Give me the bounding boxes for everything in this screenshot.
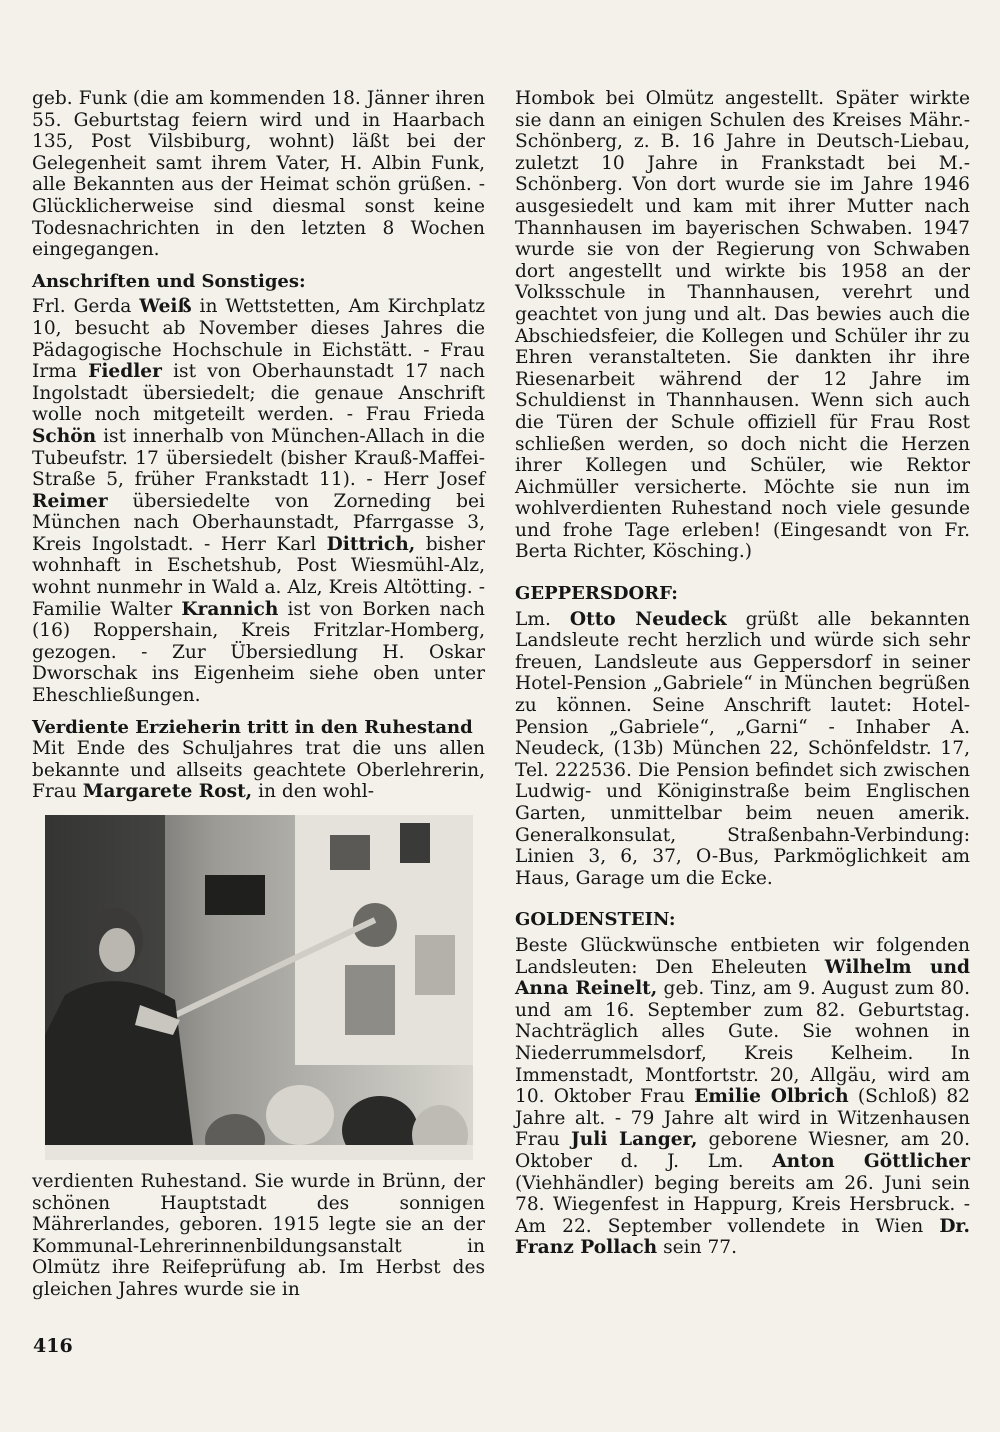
paragraph-anschriften: Frl. Gerda Weiß in Wettstetten, Am Kirchplatz 10, besucht ab November dieses Jahres die Pädagogische Hochschule in Eichstätt. - Frau Irma Fiedler ist von Oberhaunstadt 17 nach Ingolstadt übersiedelt; die genaue Anschrift wolle noch mitgeteilt werden. - Frau Frieda Schön ist innerhalb von München-Allach in die Tubeufstr. 17 übersiedelt (bisher Krauß-Maffei-Straße 5, früher Frankstadt 11). - Herr Josef Reimer übersiedelte von Zorneding bei München nach Oberhaunstadt, Pfarrgasse 3, Kreis Ingolstadt. - Herr Karl Dittrich, bisher wohnhaft in Eschetshub, Post Wiesmühl-Alz, wohnt nunmehr in Wald a. Alz, Kreis Altötting. - Familie Walter Krannich ist von Borken nach (16) Roppershain, Kreis Fritzlar-Homberg, gezogen. - Zur Übersiedlung H. Oskar Dworschak ins Eigenheim siehe oben unter Eheschließungen. bbox=[32, 296, 486, 707]
heading-verdiente-erzieherin: Verdiente Erzieherin tritt in den Ruhestand bbox=[32, 716, 473, 738]
paragraph-geppersdorf: Lm. Otto Neudeck grüßt alle bekannten Landsleute recht herzlich und würde sich sehr freuen, Landsleute aus Geppersdorf in seiner Hotel-Pension „Gabriele“ in München begrüßen zu können. Seine Anschrift lautet: Hotel-Pension „Gabriele“, „Garni“ - Inhaber A. Neudeck, (13b) München 22, Schönfeldstr. 17, Tel. 222536. Die Pension befindet sich zwischen Ludwig- und Königinstraße beim Englischen Garten, unmittelbar beim neuen amerik. Generalkonsulat, Straßenbahn-Verbindung: Linien 3, 6, 37, O-Bus, Parkmöglichkeit am Haus, Garage um die Ecke. bbox=[515, 608, 970, 889]
heading-goldenstein: GOLDENSTEIN: bbox=[515, 909, 676, 931]
right-column bbox=[515, 88, 970, 1259]
heading-geppersdorf: GEPPERSDORF: bbox=[515, 583, 678, 605]
paragraph-rost-career: Hombok bei Olmütz angestellt. Später wirkte sie dann an einigen Schulen des Kreises Mähr.-Schönberg, z. B. 16 Jahre in Deutsch-Liebau, zuletzt 10 Jahre in Frankstadt bei M.-Schönberg. Von dort wurde sie im Jahre 1946 ausgesiedelt und kam mit ihrer Mutter nach Thannhausen im bayerischen Schwaben. 1947 wurde sie von der Regierung von Schwaben dort angestellt und wirkte bis 1958 an der Volksschule in Thannhausen, verehrt und geachtet von jung und alt. Das bewies auch die Abschiedsfeier, die Kollegen und Schüler ihr zu Ehren veranstalteten. Sie dankten ihr ihre Riesenarbeit während der 12 Jahre im Schuldienst in Thannhausen. Wenn sich auch die Türen der Schule offiziell für Frau Rost schließen werden, so doch nicht die Herzen ihrer Kollegen und Schüler, wie Rektor Aichmüller versicherte. Möchte sie nun im wohlverdienten Ruhestand noch viele gesunde und frohe Tage erleben! (Eingesandt von Fr. Berta Richter, Kösching.) bbox=[515, 88, 970, 563]
heading-anschriften: Anschriften und Sonstiges: bbox=[32, 270, 306, 292]
left-column bbox=[32, 88, 485, 1301]
page-number: 416 bbox=[33, 1335, 73, 1357]
paragraph-goldenstein: Beste Glückwünsche entbieten wir folgenden Landsleuten: Den Eheleuten Wilhelm und Anna Reinelt, geb. Tinz, am 9. August zum 80. und am 16. September zum 82. Geburtstag. Nachträglich alles Gute. Sie wohnen in Niederrummelsdorf, Kreis Kelheim. In Immenstadt, Montfortstr. 20, Allgäu, wird am 10. Oktober Frau Emilie Olbrich (Schloß) 82 Jahre alt. - 79 Jahre alt wird in Witzenhausen Frau Juli Langer, geborene Wiesner, am 20. Oktober d. J. Lm. Anton Göttlicher (Viehhändler) beging bereits am 26. Juni sein 78. Wiegenfest in Happurg, Kreis Hersbruck. - Am 22. September vollendete in Wien Dr. Franz Pollach sein 77. bbox=[515, 934, 970, 1259]
paragraph-funk: geb. Funk (die am kommenden 18. Jänner ihren 55. Geburtstag feiern wird und in Haarbach 135, Post Vilsbiburg, wohnt) läßt bei der Gelegenheit samt ihrem Vater, H. Albin Funk, alle Bekannten aus der Heimat schön grüßen. - Glücklicherweise sind diesmal sonst keine Todesnachrichten in den letzten 8 Wochen eingegangen. bbox=[32, 88, 485, 261]
paragraph-rost-biography: verdienten Ruhestand. Sie wurde in Brünn, der schönen Hauptstadt des sonnigen Mährerlandes, geboren. 1915 legte sie an der Kommunal-Lehrerinnenbildungsanstalt in Olmütz ihre Reifeprüfung ab. Im Herbst des gleichen Jahres wurde sie in bbox=[32, 1171, 485, 1300]
farewell-photo bbox=[45, 815, 473, 1160]
paragraph-rost-intro: Mit Ende des Schuljahres trat die uns allen bekannte und allseits geachtete Oberlehrerin, Frau Margarete Rost, in den wohl- bbox=[32, 738, 485, 803]
